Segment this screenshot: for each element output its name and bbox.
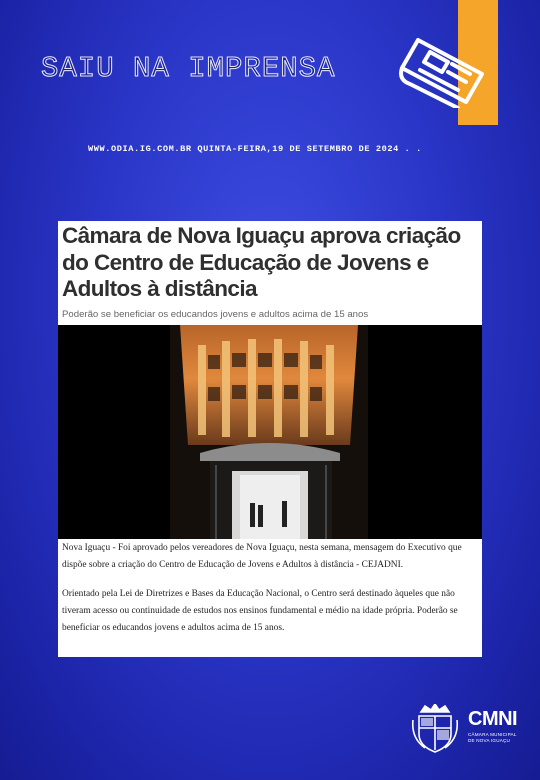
article-headline: Câmara de Nova Iguaçu aprova criação do Centro de Educação de Jovens e Adultos à distância — [62, 223, 461, 301]
cmni-logo-subtitle: CÂMARA MUNICIPAL DE NOVA IGUAÇU — [468, 732, 517, 743]
city-crest-icon — [411, 704, 459, 754]
newspaper-icon — [396, 34, 488, 108]
page-title: SAIU NA IMPRENSA — [41, 52, 336, 85]
article-subhead: Poderão se beneficiar os educandos jovens e adultos acima de 15 anos — [62, 308, 369, 320]
cmni-logo — [468, 708, 528, 750]
building-photo — [170, 325, 368, 539]
cmni-logo-word: CMNI — [468, 708, 518, 730]
news-clipping — [58, 221, 482, 657]
article-paragraph: Nova Iguaçu - Foi aprovado pelos vereadores de Nova Iguaçu, nesta semana, mensagem do Executivo que dispõe sobre a criação do Centro de Educação de Jovens e Adultos à distância - CEJADNI. — [62, 543, 462, 570]
article-photo — [58, 325, 482, 539]
article-body — [62, 540, 480, 649]
dateline: WWW.ODIA.IG.COM.BR QUINTA-FEIRA,19 DE SETEMBRO DE 2024 . . — [88, 144, 422, 154]
article-paragraph: Orientado pela Lei de Diretrizes e Bases da Educação Nacional, o Centro será destinado àqueles que não tiveram acesso ou continuidade de estudos nos ensinos fundamental e médio na idade própria. Poderão se beneficiar os educandos jovens e adultos acima de 15 anos. — [62, 589, 458, 633]
